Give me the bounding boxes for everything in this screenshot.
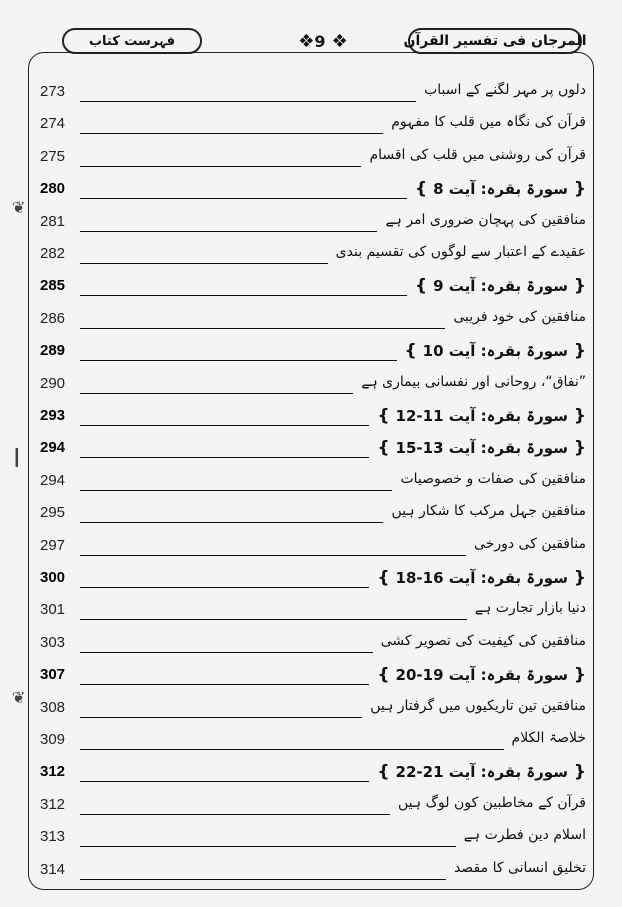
bracket-ornament-icon: { — [567, 276, 586, 297]
toc-leader-line — [80, 295, 407, 296]
bracket-ornament-icon: } — [377, 762, 396, 783]
toc-page-number: 290 — [40, 374, 66, 392]
toc-heading-row — [34, 566, 592, 594]
toc-heading-title — [378, 568, 587, 588]
toc-entry-title: منافقین کی خود فریبی — [453, 308, 586, 325]
bracket-ornament-icon: } — [377, 438, 396, 459]
toc-leader-line — [80, 717, 362, 718]
toc-entry-title: منافقین جہل مرکب کا شکار ہیں — [391, 503, 586, 520]
toc-row — [34, 534, 592, 562]
toc-leader-line — [80, 587, 369, 588]
bracket-ornament-icon: { — [567, 406, 586, 426]
bracket-ornament-icon: { — [567, 762, 586, 783]
toc-entry-title: منافقین کی صفات و خصوصیات — [400, 470, 586, 487]
toc-leader-line — [80, 425, 369, 426]
toc-page-number: 312 — [40, 795, 66, 813]
toc-page-number: 314 — [40, 860, 66, 878]
toc-row — [34, 728, 592, 756]
toc-leader-line — [80, 263, 328, 264]
toc-leader-line — [80, 457, 369, 458]
toc-page-number: 307 — [40, 666, 66, 684]
toc-leader-line — [80, 522, 383, 523]
toc-leader-line — [80, 166, 361, 167]
toc-leader-line — [80, 846, 456, 847]
book-title: المرجان فی تفسیر القرآن — [408, 28, 582, 54]
toc-page-number: 273 — [40, 83, 66, 100]
toc-heading-row — [34, 339, 592, 367]
ornament-icon: ❖ — [298, 31, 315, 52]
toc-page-number: 275 — [40, 147, 66, 165]
toc-page-number: 282 — [40, 245, 66, 262]
toc-row — [34, 631, 592, 659]
toc-entry-title: دنیا بازار تجارت ہے — [474, 600, 586, 617]
toc-heading-text: سورۃ بقرہ: آیت 13-15 — [395, 439, 568, 458]
toc-page-number: 313 — [40, 828, 66, 846]
toc-page-number: 300 — [40, 569, 66, 586]
toc-page-number: 286 — [40, 309, 66, 327]
toc-heading-title — [415, 179, 586, 199]
bracket-ornament-icon: { — [567, 341, 586, 362]
toc-page-number: 281 — [40, 212, 66, 230]
border-ornament-icon: ❦ — [12, 688, 26, 707]
toc-leader-line — [80, 490, 392, 491]
toc-row — [34, 501, 592, 529]
toc-leader-line — [80, 879, 446, 880]
toc-page-number: 280 — [40, 180, 66, 198]
toc-leader-line — [80, 749, 504, 750]
toc-entry-title: منافقین کی دورخی — [474, 535, 586, 552]
toc-leader-line — [80, 814, 390, 815]
bracket-ornament-icon: { — [567, 179, 586, 200]
toc-page-number: 274 — [40, 115, 66, 133]
toc-heading-row — [34, 436, 592, 464]
toc-leader-line — [80, 684, 369, 685]
ornament-icon: ❖ — [331, 31, 348, 52]
toc-page-number: 295 — [40, 504, 66, 522]
bracket-ornament-icon: } — [415, 179, 434, 200]
toc-heading-text: سورۃ بقرہ: آیت 8 — [433, 180, 568, 199]
toc-heading-text: سورۃ بقرہ: آیت 16-18 — [395, 569, 568, 587]
toc-entry-title: منافقین کی پہچان ضروری امر ہے — [385, 211, 586, 228]
toc-heading-title — [378, 665, 587, 685]
toc-heading-text: سورۃ بقرہ: آیت 21-22 — [395, 763, 568, 782]
toc-leader-line — [80, 133, 383, 134]
toc-heading-text: سورۃ بقرہ: آیت 19-20 — [395, 666, 568, 685]
toc-row — [34, 825, 592, 853]
toc-leader-line — [80, 231, 377, 232]
toc-heading-title — [378, 406, 587, 426]
toc-row — [34, 598, 592, 626]
border-ornament-icon: ❦ — [12, 198, 26, 217]
toc-entry-title: منافقین کی کیفیت کی تصویر کشی — [380, 632, 586, 649]
toc-heading-title — [405, 341, 586, 361]
toc-heading-row — [34, 177, 592, 205]
toc-heading-row — [34, 663, 592, 691]
toc-entry-title: منافقین تین تاریکیوں میں گرفتار ہیں — [370, 697, 586, 714]
toc-page-number: 285 — [40, 277, 66, 295]
toc-entry-title: دلوں پر مہر لگنے کے اسباب — [424, 82, 586, 98]
toc-row — [34, 145, 592, 173]
toc-heading-title — [378, 762, 587, 782]
toc-page-number: 312 — [40, 763, 66, 781]
bracket-ornament-icon: } — [377, 665, 396, 686]
toc-row — [34, 372, 592, 400]
bracket-ornament-icon: } — [415, 276, 434, 297]
toc-page-number: 301 — [40, 601, 66, 619]
toc-leader-line — [80, 393, 353, 394]
toc-entry-title: عقیدے کے اعتبار سے لوگوں کی تقسیم بندی — [335, 244, 586, 260]
toc-page-number: 294 — [40, 439, 66, 457]
toc-leader-line — [80, 555, 466, 556]
toc-row — [34, 112, 592, 140]
toc-row — [34, 210, 592, 238]
bracket-ornament-icon: } — [377, 406, 396, 426]
bracket-ornament-icon: { — [567, 568, 586, 588]
toc-page-number: 308 — [40, 698, 66, 716]
toc-entry-title: خلاصۃ الکلام — [511, 730, 586, 746]
toc-row — [34, 242, 592, 270]
toc-leader-line — [80, 619, 467, 620]
toc-row — [34, 80, 592, 108]
toc-row — [34, 858, 592, 886]
toc-page-number: 294 — [40, 471, 66, 489]
toc-heading-text: سورۃ بقرہ: آیت 10 — [422, 342, 568, 361]
toc-row — [34, 469, 592, 497]
page-number: 9 — [314, 32, 332, 51]
toc-page-number: 289 — [40, 342, 66, 360]
toc-entry-title: اسلام دین فطرت ہے — [463, 827, 586, 844]
bracket-ornament-icon: } — [404, 341, 423, 362]
toc-page-number: 297 — [40, 536, 66, 554]
toc-leader-line — [80, 652, 373, 653]
toc-leader-line — [80, 328, 445, 329]
toc-row — [34, 793, 592, 821]
bracket-ornament-icon: { — [567, 438, 586, 459]
toc-page-number: 309 — [40, 731, 66, 748]
toc-heading-title — [378, 438, 587, 458]
toc-leader-line — [80, 781, 369, 782]
toc-entry-title: تخلیق انسانی کا مقصد — [454, 859, 586, 876]
border-ornament-icon: ┃ — [12, 448, 22, 467]
toc-page-number: 303 — [40, 633, 66, 651]
toc-heading-text: سورۃ بقرہ: آیت 11-12 — [395, 407, 568, 425]
section-title: فہرست کتاب — [62, 28, 202, 54]
toc-leader-line — [80, 360, 397, 361]
toc-row — [34, 696, 592, 724]
toc-entry-title: ”نفاق“، روحانی اور نفسانی بیماری ہے — [361, 373, 586, 390]
toc-entry-title: قرآن کے مخاطبین کون لوگ ہیں — [397, 794, 586, 811]
toc-heading-title — [415, 276, 586, 296]
toc-heading-text: سورۃ بقرہ: آیت 9 — [433, 277, 568, 296]
toc-heading-row — [34, 760, 592, 788]
toc-entry-title: قرآن کی نگاہ میں قلب کا مفہوم — [391, 114, 586, 131]
toc-heading-row — [34, 274, 592, 302]
toc-leader-line — [80, 101, 416, 102]
toc-row — [34, 307, 592, 335]
toc-leader-line — [80, 198, 407, 199]
toc-heading-row — [34, 404, 592, 432]
toc-entry-title: قرآن کی روشنی میں قلب کی اقسام — [369, 146, 586, 163]
bracket-ornament-icon: } — [377, 568, 396, 588]
bracket-ornament-icon: { — [567, 665, 586, 686]
toc-page-number: 293 — [40, 407, 66, 424]
